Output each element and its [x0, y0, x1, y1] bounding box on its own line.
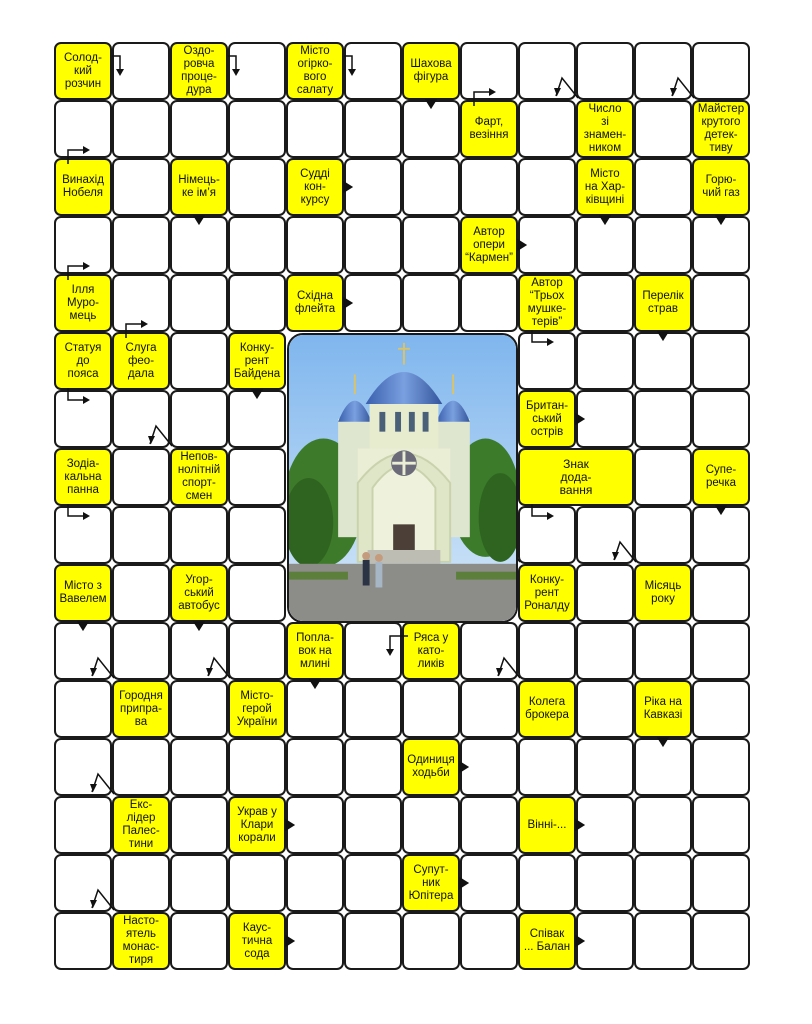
- answer-cell[interactable]: [228, 564, 286, 622]
- arrow-down-icon: [76, 619, 90, 633]
- bent-arrow-icon: [64, 138, 94, 168]
- clue-cell: Слуга фео- дала: [112, 332, 170, 390]
- clue-cell: Фарт, везіння: [460, 100, 518, 158]
- clue-cell: Шахова фігура: [402, 42, 460, 100]
- answer-cell[interactable]: [402, 274, 460, 332]
- answer-cell[interactable]: [692, 796, 750, 854]
- answer-cell[interactable]: [228, 274, 286, 332]
- arrow-down-icon: [714, 503, 728, 517]
- arrow-down-icon: [192, 213, 206, 227]
- answer-cell[interactable]: [634, 912, 692, 970]
- answer-cell[interactable]: [54, 912, 112, 970]
- answer-cell[interactable]: [170, 390, 228, 448]
- bent-arrow-icon: [342, 52, 372, 82]
- answer-cell[interactable]: [112, 622, 170, 680]
- answer-cell[interactable]: [460, 274, 518, 332]
- bent-arrow-icon: [382, 632, 412, 662]
- arrow-down-icon: [714, 213, 728, 227]
- answer-cell[interactable]: [518, 738, 576, 796]
- answer-cell[interactable]: [634, 100, 692, 158]
- clue-cell: Співак ... Балан: [518, 912, 576, 970]
- answer-cell[interactable]: [634, 506, 692, 564]
- answer-cell[interactable]: [402, 158, 460, 216]
- answer-cell[interactable]: [460, 796, 518, 854]
- bent-arrow-icon: [146, 422, 176, 452]
- arrow-right-icon: [283, 934, 297, 948]
- clue-cell: Насто- ятель монас- тиря: [112, 912, 170, 970]
- bent-arrow-icon: [470, 80, 500, 110]
- bent-arrow-icon: [528, 502, 558, 532]
- clue-cell: Угор- ський автобус: [170, 564, 228, 622]
- answer-cell[interactable]: [518, 158, 576, 216]
- clue-cell: Східна флейта: [286, 274, 344, 332]
- answer-cell[interactable]: [692, 42, 750, 100]
- clue-cell: Місто з Вавелем: [54, 564, 112, 622]
- clue-cell: Місто- герой України: [228, 680, 286, 738]
- answer-cell[interactable]: [402, 680, 460, 738]
- answer-cell[interactable]: [112, 506, 170, 564]
- answer-cell[interactable]: [170, 332, 228, 390]
- arrow-down-icon: [192, 619, 206, 633]
- bent-arrow-icon: [226, 52, 256, 82]
- clue-cell: Одиниця ходьби: [402, 738, 460, 796]
- clue-cell: Оздо- ровча проце- дура: [170, 42, 228, 100]
- answer-cell[interactable]: [692, 738, 750, 796]
- answer-cell[interactable]: [576, 42, 634, 100]
- bent-arrow-icon: [64, 386, 94, 416]
- bent-arrow-icon: [64, 254, 94, 284]
- answer-cell[interactable]: [170, 274, 228, 332]
- clue-cell: Екс- лідер Палес- тини: [112, 796, 170, 854]
- answer-cell[interactable]: [344, 738, 402, 796]
- answer-cell[interactable]: [228, 100, 286, 158]
- answer-cell[interactable]: [460, 158, 518, 216]
- bent-arrow-icon: [64, 502, 94, 532]
- clue-cell: Число зі знамен- ником: [576, 100, 634, 158]
- answer-cell[interactable]: [634, 390, 692, 448]
- answer-cell[interactable]: [576, 274, 634, 332]
- bent-arrow-icon: [110, 52, 140, 82]
- clue-cell: Місяць року: [634, 564, 692, 622]
- clue-cell: Місто огірко- вого салату: [286, 42, 344, 100]
- answer-cell[interactable]: [344, 100, 402, 158]
- clue-cell: Супут- ник Юпітера: [402, 854, 460, 912]
- clue-cell: Німець- ке ім’я: [170, 158, 228, 216]
- answer-cell[interactable]: [460, 680, 518, 738]
- answer-cell[interactable]: [576, 332, 634, 390]
- clue-cell: Колега брокера: [518, 680, 576, 738]
- clue-cell: Непов- нолітній спорт- смен: [170, 448, 228, 506]
- answer-cell[interactable]: [576, 854, 634, 912]
- answer-cell[interactable]: [692, 680, 750, 738]
- answer-cell[interactable]: [692, 390, 750, 448]
- answer-cell[interactable]: [228, 158, 286, 216]
- arrow-right-icon: [341, 296, 355, 310]
- answer-cell[interactable]: [228, 448, 286, 506]
- clue-cell: Горю- чий газ: [692, 158, 750, 216]
- clue-cell: Статуя до пояса: [54, 332, 112, 390]
- answer-cell[interactable]: [634, 448, 692, 506]
- clue-cell: Ілля Муро- мець: [54, 274, 112, 332]
- answer-cell[interactable]: [170, 796, 228, 854]
- answer-cell[interactable]: [692, 564, 750, 622]
- answer-cell[interactable]: [344, 854, 402, 912]
- answer-cell[interactable]: [228, 506, 286, 564]
- arrow-right-icon: [573, 818, 587, 832]
- clue-cell: Майстер крутого детек- тиву: [692, 100, 750, 158]
- clue-cell: Укрaв у Клари корали: [228, 796, 286, 854]
- arrow-down-icon: [308, 677, 322, 691]
- answer-cell[interactable]: [112, 216, 170, 274]
- arrow-down-icon: [598, 213, 612, 227]
- answer-cell[interactable]: [112, 854, 170, 912]
- answer-cell[interactable]: [344, 216, 402, 274]
- answer-cell[interactable]: [576, 622, 634, 680]
- answer-cell[interactable]: [634, 158, 692, 216]
- answer-cell[interactable]: [286, 100, 344, 158]
- answer-cell[interactable]: [112, 564, 170, 622]
- answer-cell[interactable]: [518, 854, 576, 912]
- bent-arrow-icon: [204, 654, 234, 684]
- answer-cell[interactable]: [54, 680, 112, 738]
- answer-cell[interactable]: [634, 622, 692, 680]
- answer-cell[interactable]: [228, 854, 286, 912]
- answer-cell[interactable]: [576, 564, 634, 622]
- clue-cell: Конку- рент Роналду: [518, 564, 576, 622]
- bent-arrow-icon: [88, 654, 118, 684]
- answer-cell[interactable]: [692, 854, 750, 912]
- arrow-down-icon: [424, 97, 438, 111]
- answer-cell[interactable]: [170, 912, 228, 970]
- answer-cell[interactable]: [112, 738, 170, 796]
- arrow-right-icon: [457, 876, 471, 890]
- answer-cell[interactable]: [170, 854, 228, 912]
- answer-cell[interactable]: [402, 796, 460, 854]
- clue-cell: Автор “Трьох мушке- терів”: [518, 274, 576, 332]
- answer-cell[interactable]: [460, 912, 518, 970]
- answer-cell[interactable]: [344, 680, 402, 738]
- clue-cell: Винахід Нобеля: [54, 158, 112, 216]
- answer-cell[interactable]: [692, 274, 750, 332]
- answer-cell[interactable]: [54, 796, 112, 854]
- answer-cell[interactable]: [692, 912, 750, 970]
- answer-cell[interactable]: [518, 100, 576, 158]
- answer-cell[interactable]: [634, 796, 692, 854]
- clue-cell: Супе- речка: [692, 448, 750, 506]
- clue-cell: Каус- тична сода: [228, 912, 286, 970]
- clue-cell: Автор опери “Кармен”: [460, 216, 518, 274]
- answer-cell[interactable]: [576, 680, 634, 738]
- bent-arrow-icon: [668, 74, 698, 104]
- answer-cell[interactable]: [228, 738, 286, 796]
- answer-cell[interactable]: [402, 216, 460, 274]
- bent-arrow-icon: [610, 538, 640, 568]
- bent-arrow-icon: [88, 886, 118, 916]
- clue-cell: Вінні-...: [518, 796, 576, 854]
- answer-cell[interactable]: [402, 912, 460, 970]
- answer-cell[interactable]: [518, 622, 576, 680]
- church-photo: [287, 333, 518, 623]
- answer-cell[interactable]: [576, 738, 634, 796]
- bent-arrow-icon: [122, 312, 152, 342]
- clue-cell: Судді кон- курсу: [286, 158, 344, 216]
- arrow-right-icon: [573, 934, 587, 948]
- answer-cell[interactable]: [112, 158, 170, 216]
- clue-cell: Конку- рент Байдена: [228, 332, 286, 390]
- answer-cell[interactable]: [170, 506, 228, 564]
- arrow-right-icon: [283, 818, 297, 832]
- clue-cell: Солод- кий розчин: [54, 42, 112, 100]
- answer-cell[interactable]: [344, 796, 402, 854]
- answer-cell[interactable]: [228, 622, 286, 680]
- answer-cell[interactable]: [228, 216, 286, 274]
- answer-cell[interactable]: [112, 100, 170, 158]
- answer-cell[interactable]: [170, 100, 228, 158]
- answer-cell[interactable]: [170, 680, 228, 738]
- arrow-down-icon: [656, 329, 670, 343]
- answer-cell[interactable]: [170, 738, 228, 796]
- bent-arrow-icon: [528, 328, 558, 358]
- answer-cell[interactable]: [634, 216, 692, 274]
- clue-cell: Попла- вок на млині: [286, 622, 344, 680]
- answer-cell[interactable]: [286, 854, 344, 912]
- arrow-down-icon: [656, 735, 670, 749]
- answer-cell[interactable]: [692, 622, 750, 680]
- answer-cell[interactable]: [344, 912, 402, 970]
- bent-arrow-icon: [552, 74, 582, 104]
- answer-cell[interactable]: [286, 738, 344, 796]
- answer-cell[interactable]: [692, 332, 750, 390]
- clue-cell: Знак дода- вання: [518, 448, 634, 506]
- arrow-right-icon: [515, 238, 529, 252]
- arrow-down-icon: [250, 387, 264, 401]
- bent-arrow-icon: [494, 654, 524, 684]
- arrow-right-icon: [341, 180, 355, 194]
- clue-cell: Зодіа- кальна панна: [54, 448, 112, 506]
- answer-cell[interactable]: [634, 854, 692, 912]
- arrow-right-icon: [573, 412, 587, 426]
- arrow-right-icon: [457, 760, 471, 774]
- bent-arrow-icon: [88, 770, 118, 800]
- clue-cell: Місто на Хар- ківщині: [576, 158, 634, 216]
- clue-cell: Ріка на Кавказі: [634, 680, 692, 738]
- clue-cell: Ряса у като- ликів: [402, 622, 460, 680]
- clue-cell: Городня припра- ва: [112, 680, 170, 738]
- clue-cell: Перелік страв: [634, 274, 692, 332]
- answer-cell[interactable]: [286, 216, 344, 274]
- clue-cell: Британ- ський острів: [518, 390, 576, 448]
- answer-cell[interactable]: [112, 448, 170, 506]
